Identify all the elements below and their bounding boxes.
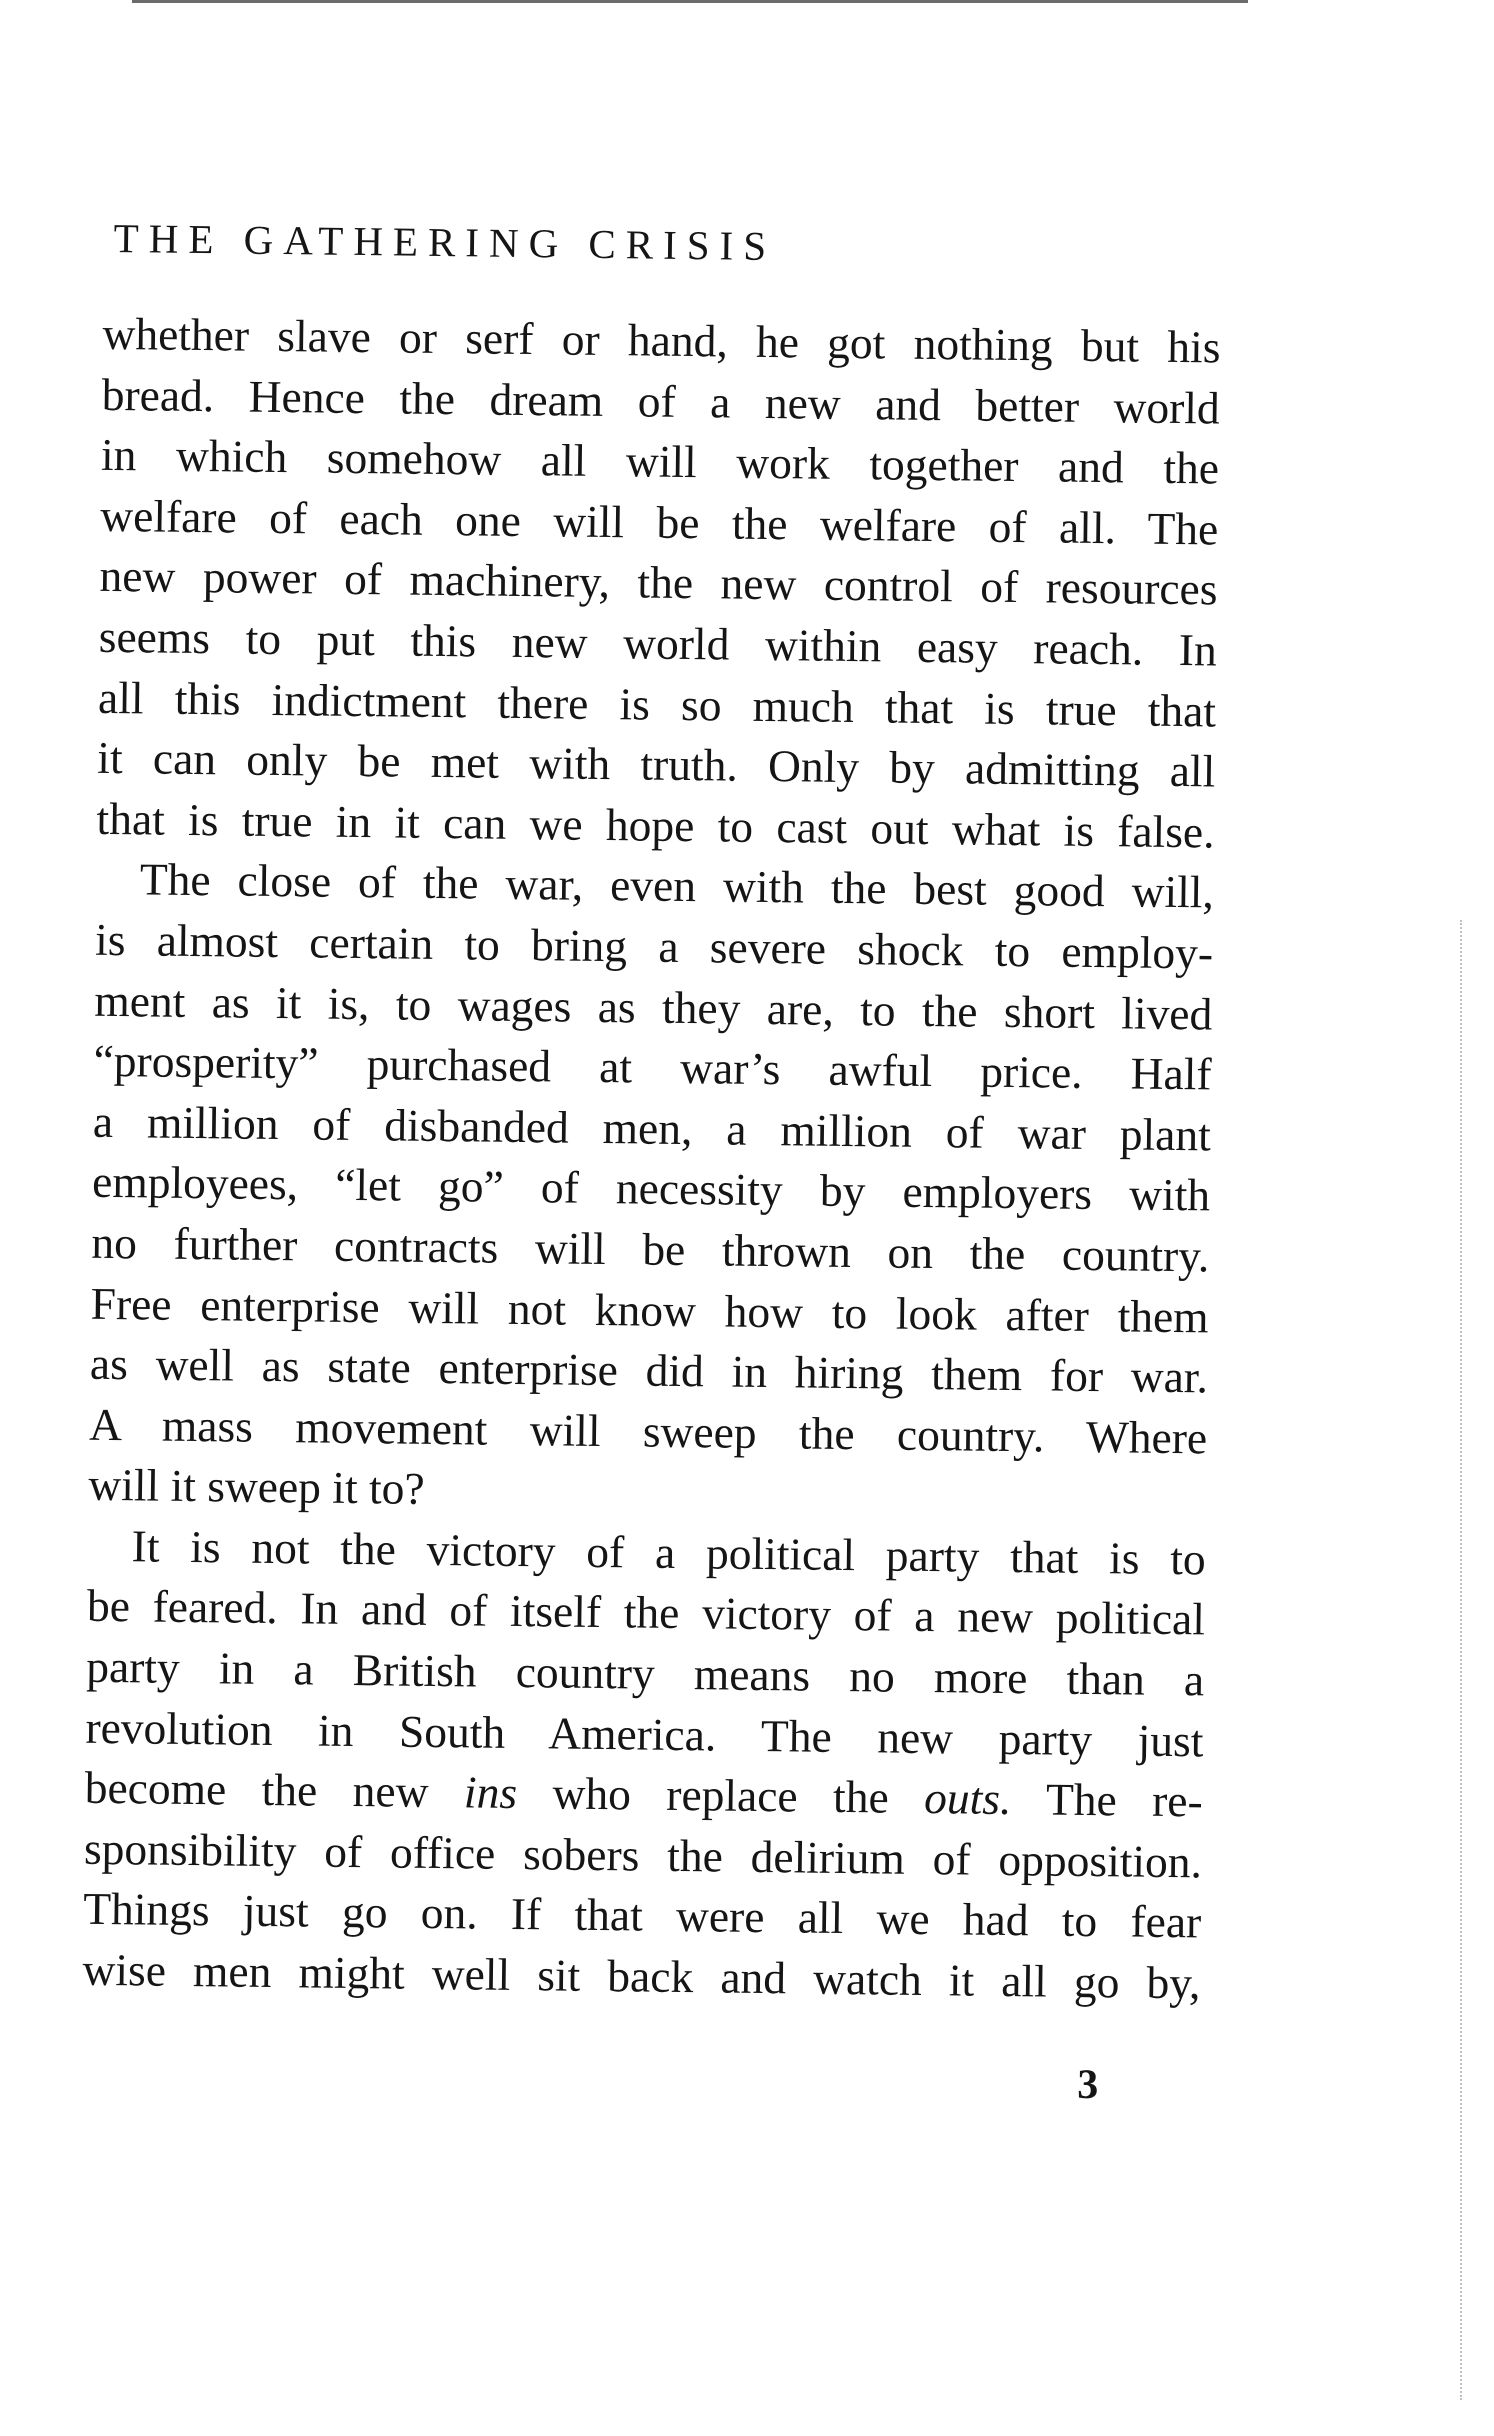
text-line: is almost certain to bring a severe shock to employ- (94, 913, 1214, 979)
body-text (82, 304, 1221, 2014)
page-number: 3 (1076, 2061, 1099, 2109)
text-line: new power of machinery, the new control of resources (99, 550, 1218, 615)
text-line: “prosperity” purchased at war’s awful price. Half (93, 1034, 1212, 1100)
paragraph (82, 1516, 1206, 2014)
text-line: no further contracts will be thrown on the country. (91, 1216, 1210, 1282)
paragraph (96, 304, 1221, 863)
text-line: employees, “let go” of necessity by employers with (91, 1156, 1211, 1221)
text-line: The close of the war, even with the best good will, (139, 853, 1215, 918)
text-line: as well as state enterprise did in hiring them for war. (89, 1337, 1209, 1403)
text-line: be feared. In and of itself the victory of a new political (86, 1580, 1206, 1645)
text-line: ment as it is, to wages as they are, to the short lived (94, 974, 1213, 1039)
text-line: all this indictment there is so much that is true that (97, 671, 1217, 737)
text-line: It is not the victory of a political party that is to (131, 1520, 1206, 1585)
text-line: whether slave or serf or hand, he got nothing but his (102, 307, 1221, 373)
text-line: Free enterprise will not know how to look after them (90, 1277, 1209, 1342)
text-line: sponsibility of office sobers the delirium of opposition. (83, 1822, 1203, 1888)
text-line: a million of disbanded men, a million of war plant (92, 1095, 1212, 1161)
running-head: THE GATHERING CRISIS (113, 214, 777, 270)
text-line: seems to put this new world within easy reach. In (98, 610, 1218, 676)
text-line: in which somehow all will work together and the (100, 429, 1220, 494)
text-line: it can only be met with truth. Only by admitting all (97, 731, 1216, 797)
text-line: wise men might well sit back and watch it all go by, (82, 1943, 1201, 2009)
text-line: party in a British country means no more than a (85, 1640, 1205, 1706)
text-line: Things just go on. If that were all we had to fear (82, 1883, 1202, 1948)
text-line: become the new ins who replace the outs. The re- (84, 1762, 1204, 1827)
text-line: bread. Hence the dream of a new and better world (101, 368, 1221, 434)
text-line: revolution in South America. The new party just (85, 1701, 1204, 1767)
text-line: welfare of each one will be the welfare of all. The (100, 489, 1219, 555)
text-line: A mass movement will sweep the country. Where (88, 1398, 1208, 1464)
text-line: will it sweep it to? (88, 1459, 425, 1515)
text-line: that is true in it can we hope to cast out what is false. (96, 792, 1215, 858)
paragraph (88, 849, 1214, 1529)
